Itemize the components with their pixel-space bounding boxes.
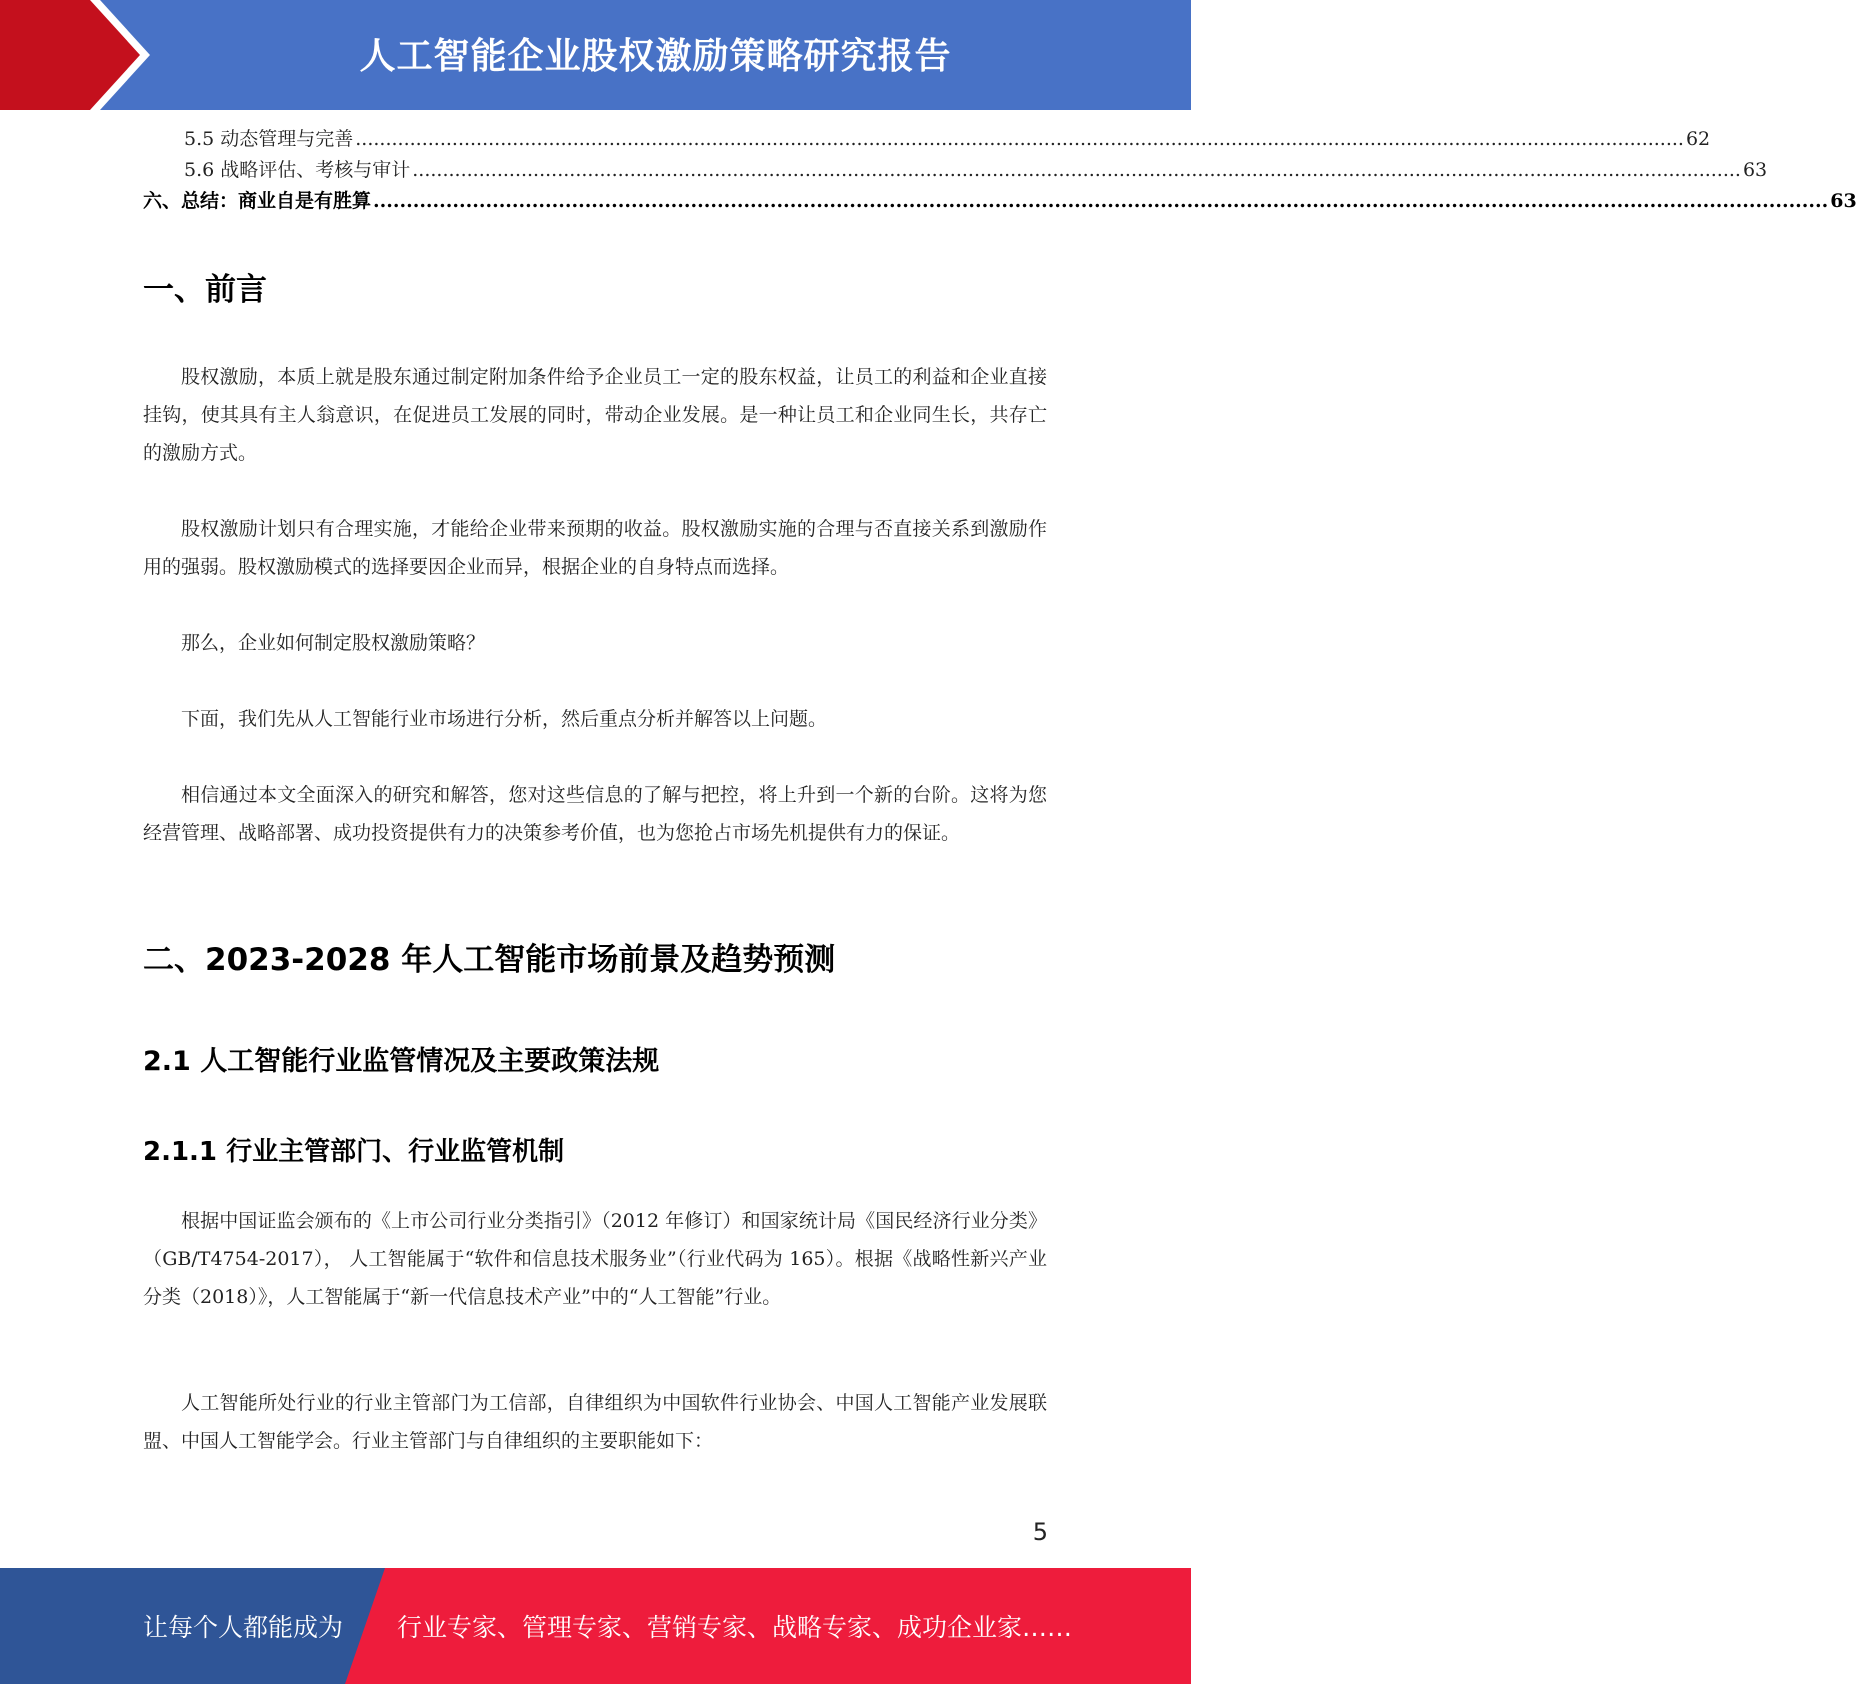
section-heading-preface: 一、前言	[143, 272, 267, 308]
preface-paragraph: 那么，企业如何制定股权激励策略？	[181, 632, 486, 654]
regulation-paragraph: 人工智能所处行业的行业主管部门为工信部，自律组织为中国软件行业协会、中国人工智能产业发展联盟、中国人工智能学会。行业主管部门与自律组织的主要职能如下：	[143, 1392, 1047, 1452]
toc-entry-label: 5.5 动态管理与完善	[184, 128, 354, 150]
toc-entry[interactable]	[143, 186, 1857, 217]
toc-leader-dots: ............................................................................................................................................................................................................................	[355, 128, 1684, 150]
preface-paragraph: 股权激励计划只有合理实施，才能给企业带来预期的收益。股权激励实施的合理与否直接关系到激励作用的强弱。股权激励模式的选择要因企业而异，根据企业的自身特点而选择。	[143, 518, 1047, 578]
page-header	[0, 0, 1191, 110]
report-title: 人工智能企业股权激励策略研究报告	[359, 36, 952, 77]
section-heading-market: 二、2023-2028 年人工智能市场前景及趋势预测	[143, 942, 836, 978]
page-content	[143, 124, 1857, 1452]
toc-entry-page: 63	[1830, 190, 1857, 212]
subsubsection-heading: 2.1.1 行业主管部门、行业监管机制	[143, 1137, 565, 1167]
preface-paragraph: 相信通过本文全面深入的研究和解答，您对这些信息的了解与把控，将上升到一个新的台阶。这将为您经营管理、战略部署、成功投资提供有力的决策参考价值，也为您抢占市场先机提供有力的保证。	[143, 784, 1047, 844]
preface-paragraph: 股权激励，本质上就是股东通过制定附加条件给予企业员工一定的股东权益，让员工的利益和企业直接挂钩，使其具有主人翁意识，在促进员工发展的同时，带动企业发展。是一种让员工和企业同生长，共存亡的激励方式。	[143, 366, 1047, 464]
footer-slogan-right: 行业专家、管理专家、营销专家、战略专家、成功企业家……	[397, 1613, 1073, 1642]
toc-entry-label: 六、总结：商业自是有胜算	[143, 190, 372, 212]
page-footer	[0, 1568, 1191, 1684]
preface-paragraph: 下面，我们先从人工智能行业市场进行分析，然后重点分析并解答以上问题。	[181, 708, 828, 730]
subsection-heading: 2.1 人工智能行业监管情况及主要政策法规	[143, 1046, 660, 1077]
table-of-contents	[143, 124, 1857, 217]
toc-entry-page: 62	[1685, 128, 1711, 150]
toc-leader-dots: ............................................................................................................................................................................................................................	[412, 159, 1741, 181]
page-number: 5	[1032, 1518, 1048, 1546]
toc-entry[interactable]	[143, 155, 1768, 186]
toc-entry-label: 5.6 战略评估、考核与审计	[184, 159, 411, 181]
footer-slogan-left: 让每个人都能成为	[143, 1613, 344, 1642]
toc-entry-page: 63	[1742, 159, 1768, 181]
regulation-paragraph: 根据中国证监会颁布的《上市公司行业分类指引》（2012 年修订）和国家统计局《国民经济行业分类》（GB/T4754-2017）， 人工智能属于“软件和信息技术服务业”（行业代码为 165）。根据《战略性新兴产业分类（2018）》，人工智能属于“新一代信息技术产业”中的“人工智能”行业。	[143, 1210, 1047, 1308]
toc-leader-dots: ............................................................................................................................................................................................................................	[373, 190, 1829, 212]
toc-entry[interactable]	[143, 124, 1711, 155]
